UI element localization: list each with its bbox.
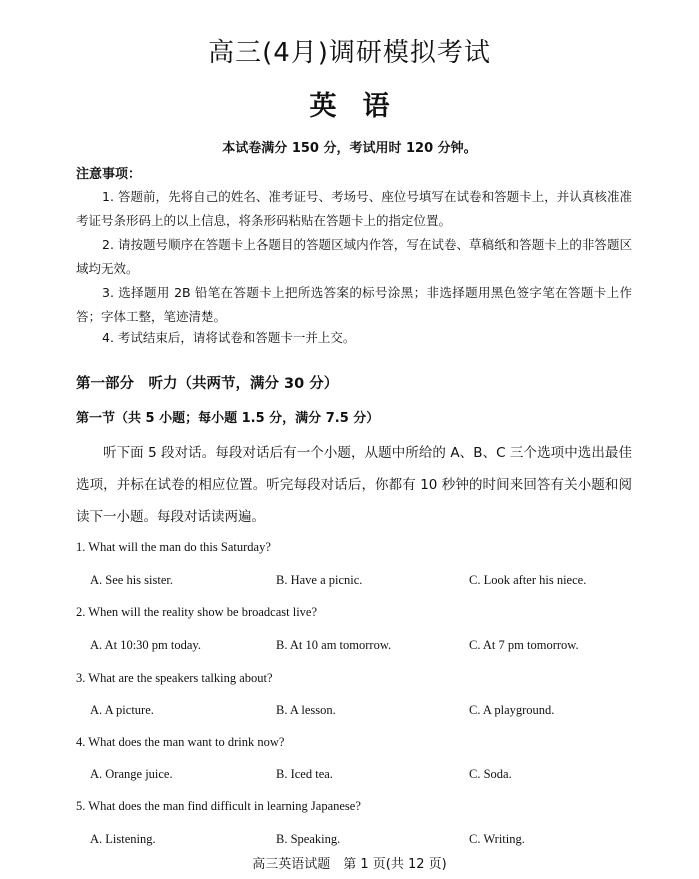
option-b: B. Iced tea.	[276, 767, 333, 781]
score-info: 本试卷满分 150 分，考试用时 120 分钟。	[222, 141, 477, 156]
subject-title: 英语	[309, 91, 416, 122]
option-b: B. Speaking.	[276, 832, 341, 846]
option-a: A. A picture.	[90, 703, 154, 717]
page-footer: 高三英语试题 第 1 页(共 12 页)	[252, 857, 447, 872]
notice-item: 1. 答题前，先将自己的姓名、准考证号、考场号、座位号填写在试卷和答题卡上，并认真核准准考证号条形码上的以上信息，将条形码粘贴在答题卡上的指定位置。	[76, 189, 632, 228]
question-stem: 1. What will the man do this Saturday?	[76, 540, 271, 554]
notice-heading: 注意事项：	[76, 167, 142, 182]
option-a: A. Orange juice.	[90, 767, 173, 781]
question-stem: 4. What does the man want to drink now?	[76, 735, 285, 749]
notice-item: 3. 选择题用 2B 铅笔在答题卡上把所选答案的标号涂黑；非选择题用黑色签字笔在答题卡上作答；字体工整，笔迹清楚。	[76, 285, 632, 324]
option-b: B. A lesson.	[276, 703, 336, 717]
question-stem: 5. What does the man find difficult in learning Japanese?	[76, 799, 361, 813]
option-c: C. Look after his niece.	[469, 573, 587, 587]
question-stem: 2. When will the reality show be broadcast live?	[76, 605, 318, 619]
option-b: B. At 10 am tomorrow.	[276, 638, 392, 652]
option-c: C. A playground.	[469, 703, 555, 717]
notice-item: 2. 请按题号顺序在答题卡上各题目的答题区域内作答，写在试卷、草稿纸和答题卡上的非答题区域均无效。	[76, 237, 632, 276]
option-c: C. At 7 pm tomorrow.	[469, 638, 579, 652]
notice-item: 4. 考试结束后，请将试卷和答题卡一并上交。	[102, 330, 356, 345]
option-c: C. Writing.	[469, 832, 525, 846]
question-stem: 3. What are the speakers talking about?	[76, 671, 273, 685]
option-b: B. Have a picnic.	[276, 573, 363, 587]
option-c: C. Soda.	[469, 767, 512, 781]
option-a: A. Listening.	[90, 832, 156, 846]
exam-title: 高三(4月)调研模拟考试	[208, 38, 491, 68]
option-a: A. See his sister.	[90, 573, 173, 587]
option-a: A. At 10:30 pm today.	[90, 638, 201, 652]
section-heading: 第一节（共 5 小题；每小题 1.5 分，满分 7.5 分）	[76, 411, 380, 426]
part-heading: 第一部分 听力（共两节，满分 30 分）	[76, 376, 339, 392]
section-instructions: 听下面 5 段对话。每段对话后有一个小题，从题中所给的 A、B、C 三个选项中选出最佳选项，并标在试卷的相应位置。听完每段对话后，你都有 10 秒钟的时间来回答有关小题和阅读下一小题。每段对话读两遍。	[76, 445, 632, 525]
